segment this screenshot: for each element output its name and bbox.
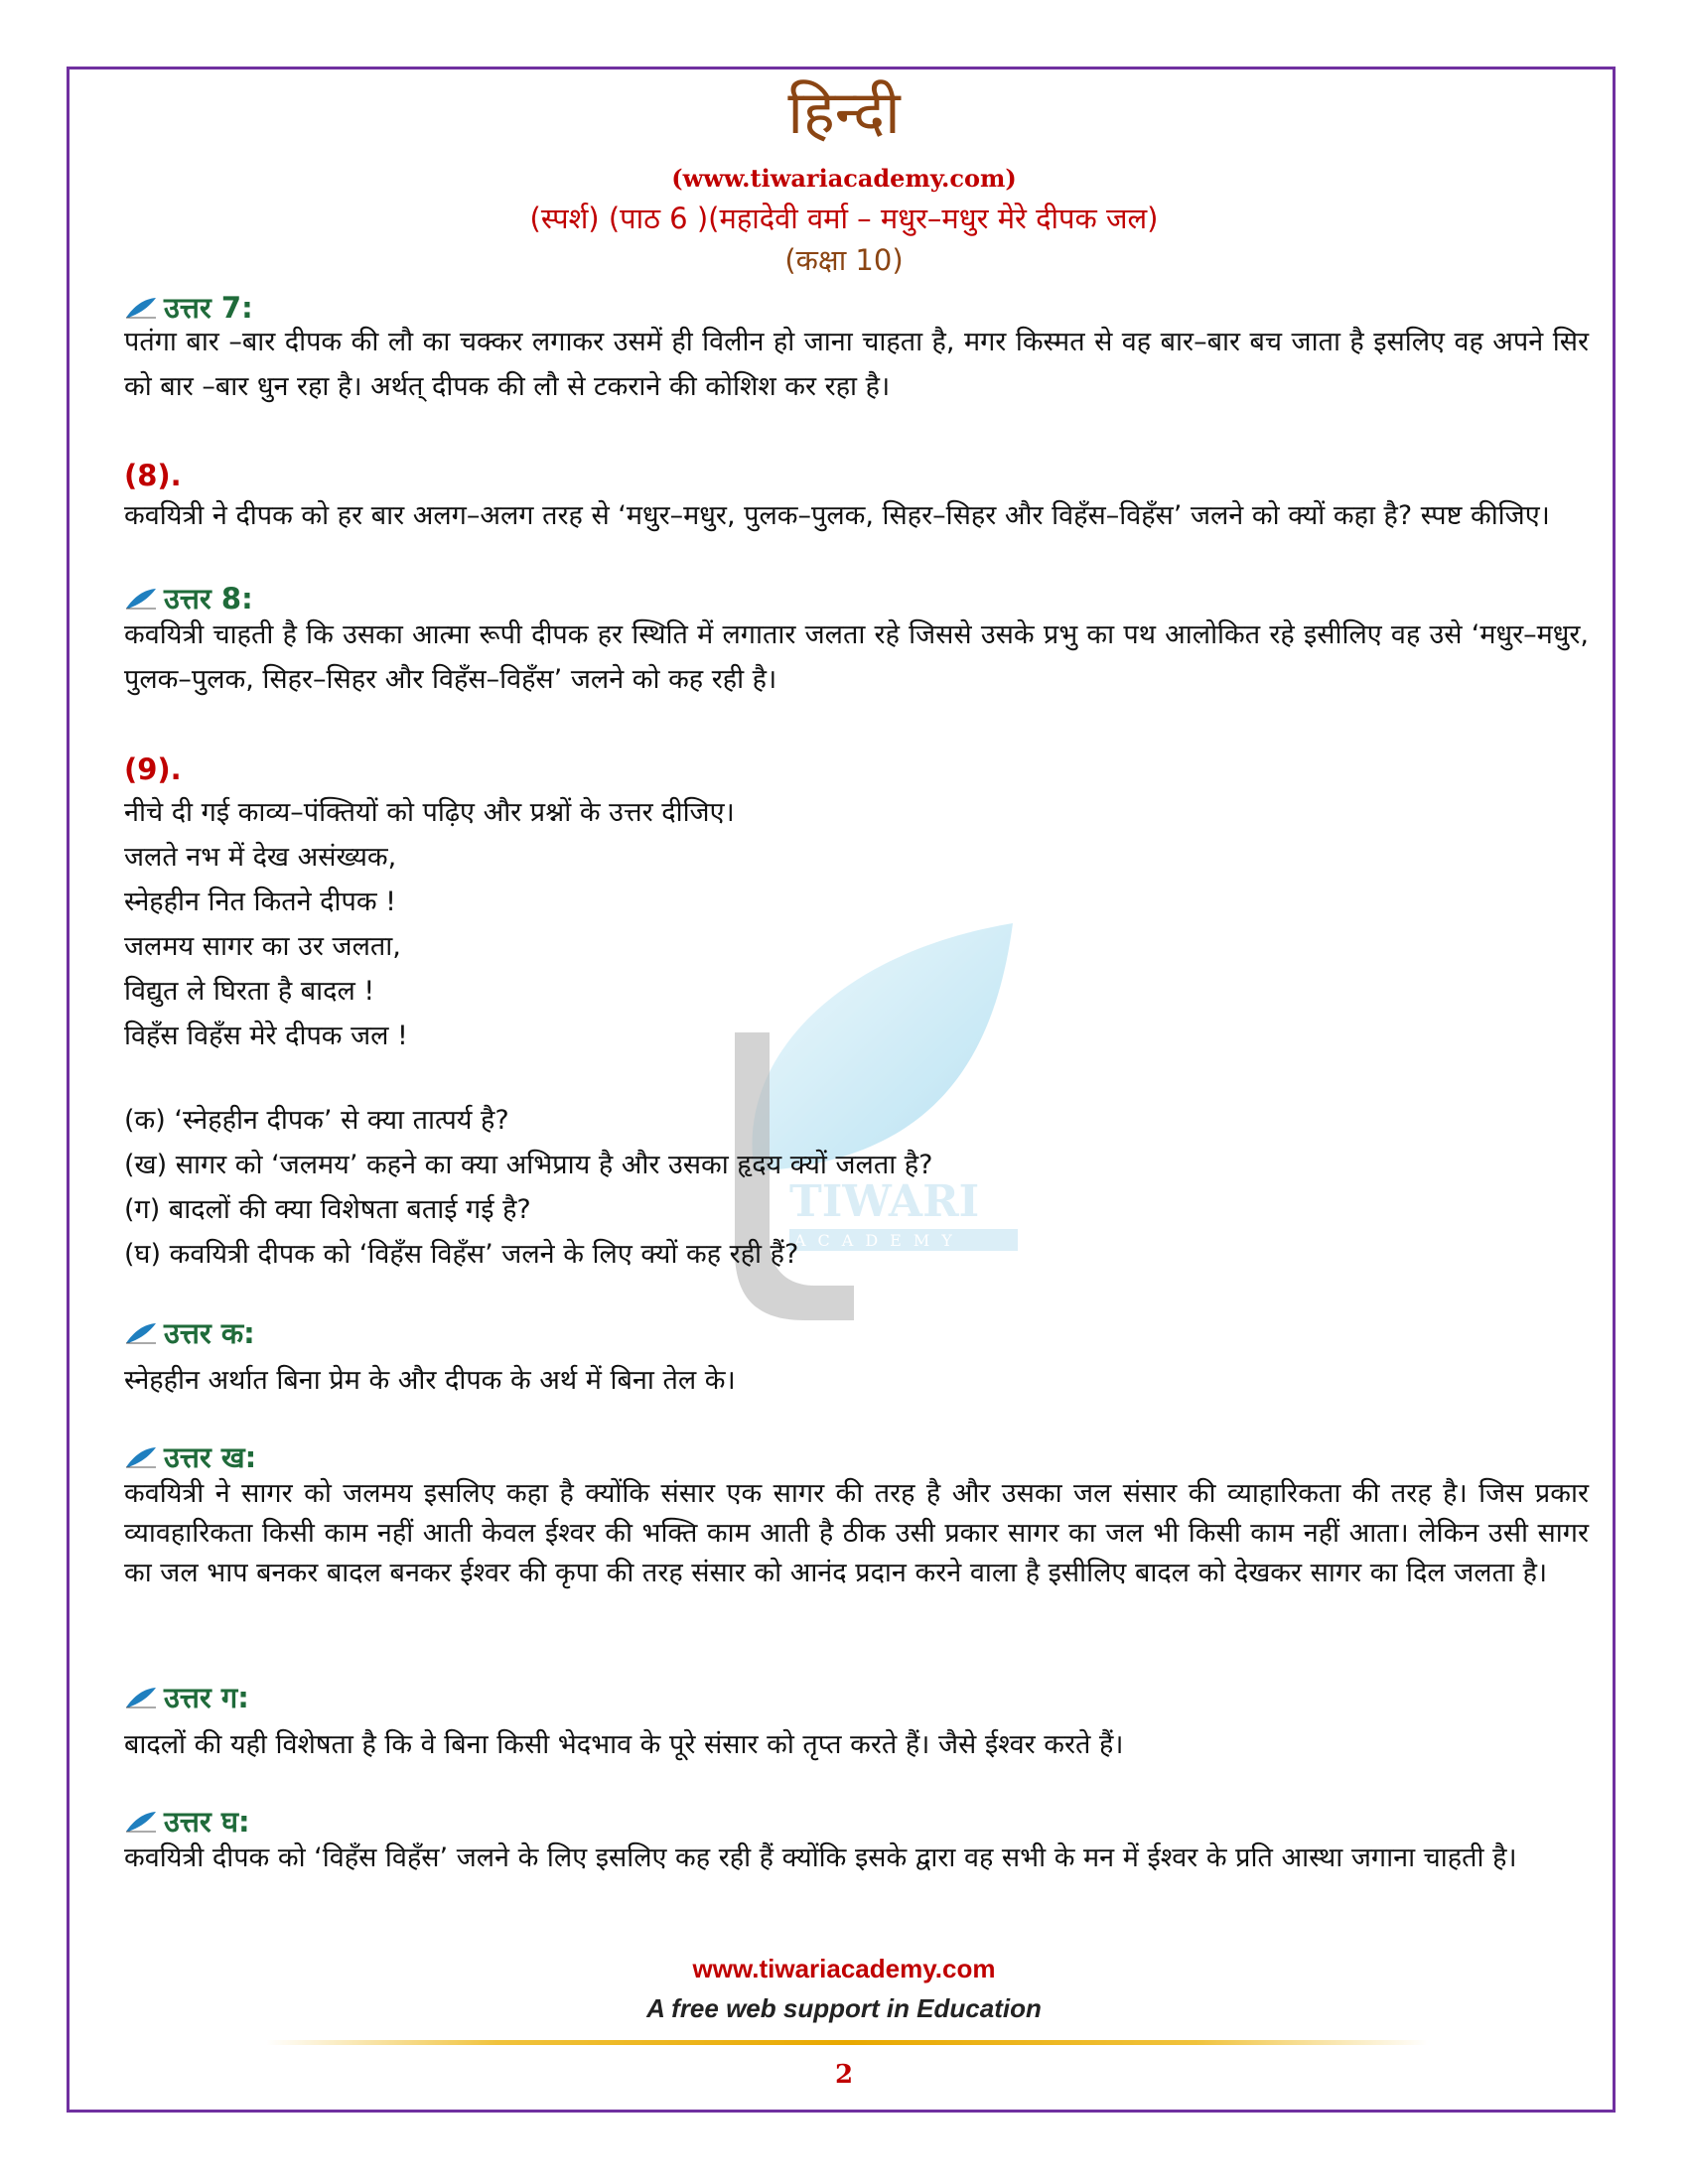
question-8-text: कवयित्री ने दीपक को हर बार अलग–अलग तरह से ‘मधुर–मधुर, पुलक–पुलक, सिहर–सिहर और विहँस–विहँस’ जलने को क्यों कहा है? स्पष्ट कीजिए। <box>124 500 1550 531</box>
watermark-academy: ACADEMY <box>794 1231 964 1250</box>
footer-tagline: A free web support in Education <box>646 1993 1042 2023</box>
answer-kh-text: कवयित्री ने सागर को जलमय इसलिए कहा है क्योंकि संसार एक सागर की तरह है और उसका जल संसार की व्याहारिकता की तरह है। जिस प्रकार व्यावहारिकता किसी काम नहीं आती केवल ईश्वर की भक्ति काम आती है ठीक उसी प्रकार सागर का जल भी किसी काम नहीं आता। लेकिन उसी सागर का जल भाप बनकर बादल बनकर ईश्वर की कृपा की तरह संसार को आनंद प्रदान करने वाला है इसीलिए बादल को देखकर सागर का दिल जलता है। <box>124 1478 1589 1588</box>
sub-question-k: (क) ‘स्नेहहीन दीपक’ से क्या तात्पर्य है? <box>124 1105 509 1136</box>
page-number: 2 <box>834 2060 854 2090</box>
header-url: (www.tiwariacademy.com) <box>671 164 1017 193</box>
answer-g-text: बादलों की यही विशेषता है कि वे बिना किसी भेदभाव के पूरे संसार को तृप्त करते हैं। जैसे ईश्वर करते हैं। <box>124 1729 1124 1760</box>
question-8-number: (8). <box>124 459 182 492</box>
quill-icon <box>124 1810 158 1834</box>
chapter-subtitle: (स्पर्श) (पाठ 6 )(महादेवी वर्मा – मधुर–मधुर मेरे दीपक जल) <box>529 202 1159 235</box>
answer-g-heading <box>124 1678 249 1716</box>
quill-icon <box>124 1445 158 1469</box>
class-label: (कक्षा 10) <box>784 243 904 277</box>
answer-7-label: उत्तर 7: <box>164 291 253 325</box>
quill-icon <box>124 587 158 611</box>
answer-kh-label: उत्तर ख: <box>164 1440 257 1474</box>
sub-question-gh: (घ) कवयित्री दीपक को ‘विहँस विहँस’ जलने के लिए क्यों कह रही हैं? <box>124 1239 799 1270</box>
sub-question-kh: (ख) सागर को ‘जलमय’ कहने का क्या अभिप्राय है और उसका हृदय क्यों जलता है? <box>124 1150 933 1180</box>
answer-k-label: उत्तर क: <box>164 1316 255 1350</box>
poem-line: विहँस विहँस मेरे दीपक जल ! <box>124 1021 408 1051</box>
answer-8-text: कवयित्री चाहती है कि उसका आत्मा रूपी दीपक हर स्थिति में लगातार जलता रहे जिससे उसके प्रभु का पथ आलोकित रहे इसीलिए वह उसे ‘मधुर–मधुर, पुलक–पुलक, सिहर–सिहर और विहँस–विहँस’ जलने को कह रही है। <box>124 619 1589 695</box>
poem-line: स्नेहहीन नित कितने दीपक ! <box>124 887 396 917</box>
question-9-number: (9). <box>124 752 182 786</box>
answer-7-text: पतंगा बार –बार दीपक की लौ का चक्कर लगाकर उसमें ही विलीन हो जाना चाहता है, मगर किस्मत से वह बार–बार बच जाता है इसलिए वह अपने सिर को बार –बार धुन रहा है। अर्थत् दीपक की लौ से टकराने की कोशिश कर रहा है। <box>124 327 1589 402</box>
answer-kh-heading <box>124 1437 256 1476</box>
watermark-tiwari: TIWARI <box>789 1176 980 1227</box>
answer-gh-text: कवयित्री दीपक को ‘विहँस विहँस’ जलने के लिए इसलिए कह रही हैं क्योंकि इसके द्वारा वह सभी के मन में ईश्वर के प्रति आस्था जगाना चाहती है। <box>124 1843 1517 1873</box>
footer-url-link[interactable]: www.tiwariacademy.com <box>692 1954 996 1983</box>
answer-k-text: स्नेहहीन अर्थात बिना प्रेम के और दीपक के अर्थ में बिना तेल के। <box>124 1365 736 1396</box>
footer-divider <box>266 2040 1428 2045</box>
sub-question-g: (ग) बादलों की क्या विशेषता बताई गई है? <box>124 1194 531 1225</box>
poem-line: विद्युत ले घिरता है बादल ! <box>124 976 375 1007</box>
quill-icon <box>124 296 158 320</box>
poem-line: जलते नभ में देख असंख्यक, <box>124 842 397 873</box>
quill-icon <box>124 1321 158 1345</box>
answer-8-label: उत्तर 8: <box>164 582 253 615</box>
poem-line: जलमय सागर का उर जलता, <box>124 931 401 962</box>
question-9-intro: नीचे दी गई काव्य–पंक्तियों को पढ़िए और प्रश्नों के उत्तर दीजिए। <box>124 797 735 828</box>
answer-gh-label: उत्तर घ: <box>164 1805 250 1839</box>
answer-k-heading <box>124 1313 255 1352</box>
quill-icon <box>124 1686 158 1709</box>
leaf-shape <box>752 923 1013 1171</box>
page-title: हिन्दी <box>787 78 901 148</box>
answer-gh-heading <box>124 1802 250 1841</box>
answer-g-label: उत्तर ग: <box>164 1681 249 1714</box>
